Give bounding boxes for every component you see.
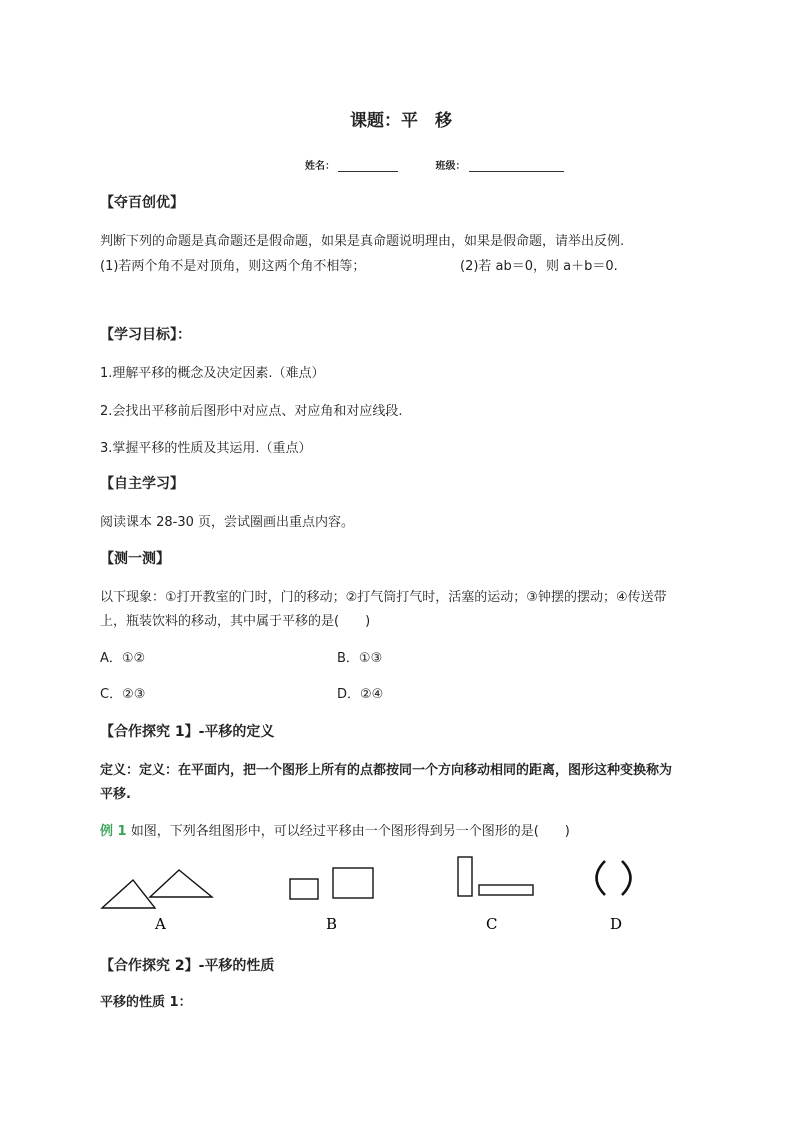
test-heading: 【测一测】 bbox=[100, 551, 170, 567]
test-question-line-1: 以下现象：①打开教室的门时，门的移动；②打气筒打气时，活塞的运动；③钟摆的摆动；④传送带 bbox=[100, 590, 667, 605]
figure-label-d: D bbox=[610, 915, 623, 933]
goals-heading: 【学习目标】： bbox=[100, 327, 191, 343]
name-label: 姓名： bbox=[305, 161, 335, 172]
figure-d-arc-left bbox=[597, 861, 606, 895]
warmup-item-2: (2)若 ab＝0，则 a＋b＝0. bbox=[460, 259, 618, 274]
test-option-c: C．②③ bbox=[100, 687, 146, 702]
example-1 bbox=[100, 820, 570, 839]
self-study-heading: 【自主学习】 bbox=[100, 476, 184, 492]
example-text: 如图，下列各组图形中，可以经过平移由一个图形得到另一个图形的是( ) bbox=[126, 824, 570, 839]
test-question-line-2: 上，瓶装饮料的移动，其中属于平移的是( ) bbox=[100, 614, 371, 629]
figure-c-rect-horizontal bbox=[479, 885, 533, 895]
test-option-a: A．①② bbox=[100, 651, 146, 666]
figure-label-a: A bbox=[155, 915, 166, 933]
example-label: 例 1 bbox=[100, 824, 127, 839]
self-study-text: 阅读课本 28-30 页，尝试圈画出重点内容。 bbox=[100, 515, 355, 530]
warmup-prompt: 判断下列的命题是真命题还是假命题，如果是真命题说明理由，如果是假命题，请举出反例. bbox=[100, 234, 625, 249]
figure-label-c: C bbox=[486, 915, 498, 933]
figure-label-b: B bbox=[326, 915, 338, 933]
class-blank[interactable] bbox=[469, 160, 564, 172]
explore1-heading: 【合作探究 1】-平移的定义 bbox=[100, 724, 275, 740]
definition-line-1: 定义：定义：在平面内，把一个图形上所有的点都按同一个方向移动相同的距离，图形这种变换称为 bbox=[100, 763, 673, 778]
figure-a-triangle-left bbox=[102, 880, 155, 908]
figure-d-arc-right bbox=[622, 861, 631, 895]
figure-c-rect-vertical bbox=[458, 857, 472, 896]
name-blank[interactable] bbox=[338, 160, 398, 172]
test-option-d: D．②④ bbox=[337, 687, 384, 702]
warmup-item-1: (1)若两个角不是对顶角，则这两个角不相等； bbox=[100, 259, 366, 274]
figure-b-rect-large bbox=[333, 868, 373, 898]
explore2-heading: 【合作探究 2】-平移的性质 bbox=[100, 958, 275, 974]
definition-line-2: 平移. bbox=[100, 787, 131, 802]
class-label: 班级： bbox=[435, 161, 466, 172]
goal-item-3: 3.掌握平移的性质及其运用.（重点） bbox=[100, 441, 312, 456]
warmup-heading: 【夺百创优】 bbox=[100, 195, 184, 211]
figure-a-triangle-right bbox=[150, 870, 212, 897]
translation-figures bbox=[95, 850, 695, 940]
property-1-label: 平移的性质 1： bbox=[100, 995, 192, 1010]
goal-item-2: 2.会找出平移前后图形中对应点、对应角和对应线段. bbox=[100, 404, 403, 419]
goal-item-1: 1.理解平移的概念及决定因素.（难点） bbox=[100, 366, 325, 381]
page-title: 课题：平 移 bbox=[350, 111, 452, 131]
name-class-line bbox=[305, 157, 564, 172]
test-option-b: B．①③ bbox=[337, 651, 383, 666]
figure-b-rect-small bbox=[290, 879, 318, 899]
